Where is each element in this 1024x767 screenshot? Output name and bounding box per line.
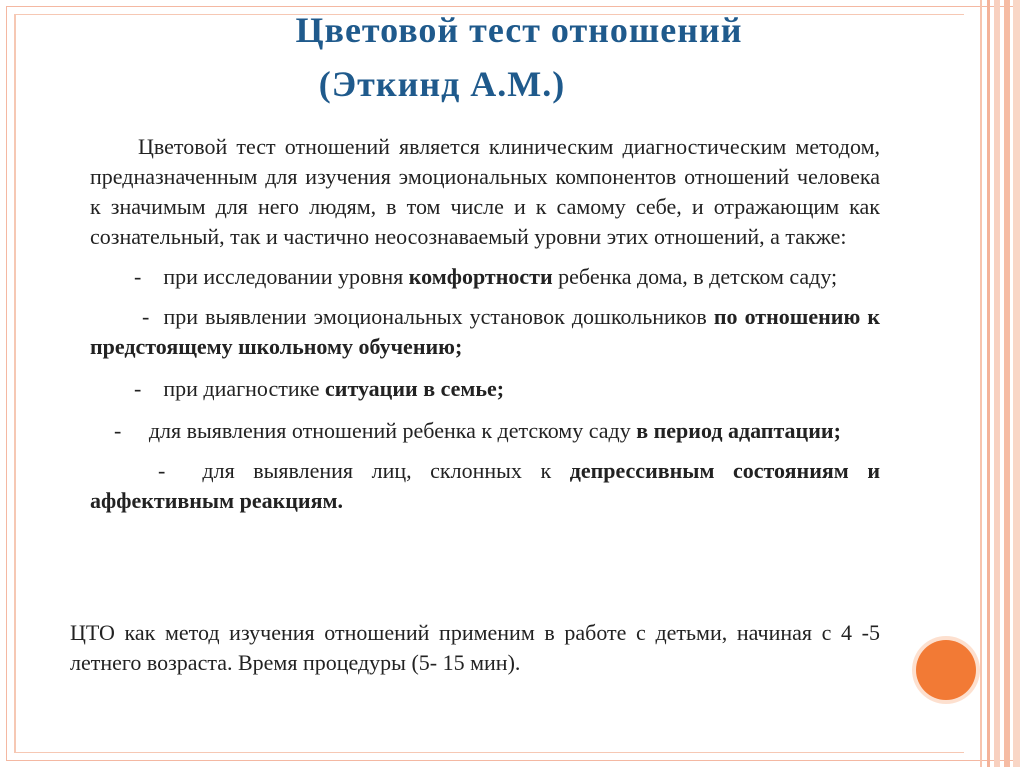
list-item <box>90 302 880 362</box>
list-item-text: при исследовании уровня <box>163 264 409 289</box>
list-item <box>90 374 880 404</box>
list-item-bold: ситуации в семье; <box>325 376 505 401</box>
list-item-text: для выявления отношений ребенка к детскому саду <box>148 418 637 443</box>
list-item-text: ребенка дома, в детском саду; <box>552 264 838 289</box>
slide-title <box>0 6 1024 108</box>
list-item-bold: депрессивным состояниям и аффективным реакциям. <box>90 458 880 513</box>
list-dash: - <box>158 458 166 483</box>
decor-stripe <box>1004 0 1010 767</box>
list-dash: - <box>142 304 150 329</box>
list-item-bold: в период адаптации; <box>636 418 841 443</box>
title-line-1: Цветовой тест отношений <box>295 10 743 50</box>
list-item-bold: комфортности <box>408 264 553 289</box>
frame-left-line <box>14 14 16 753</box>
title-line-2: (Эткинд А.М.) <box>318 64 566 104</box>
list-dash: - <box>114 418 122 443</box>
list-item <box>90 262 880 292</box>
list-item-bold: по отношению к предстоящему школьному обучению; <box>90 304 880 359</box>
decor-stripe <box>994 0 1000 767</box>
conclusion-paragraph: ЦТО как метод изучения отношений применим в работе с детьми, начиная с 4 -5 летнего возраста. Время процедуры (5- 15 мин). <box>70 620 880 675</box>
slide-body <box>90 132 880 516</box>
list-item-text: для выявления лиц, склонных к <box>202 458 570 483</box>
frame-bottom-line <box>14 752 964 753</box>
list-dash: - <box>134 264 142 289</box>
list-item <box>90 416 880 446</box>
decor-stripe <box>1013 0 1020 767</box>
decor-stripe <box>980 0 982 767</box>
decor-stripe <box>987 0 990 767</box>
orange-circle-decoration <box>916 640 976 700</box>
list-item <box>90 456 880 516</box>
list-item-text: при диагностике <box>163 376 326 401</box>
list-dash: - <box>134 376 142 401</box>
list-item-text: при выявлении эмоциональных установок дошкольников <box>163 304 714 329</box>
intro-paragraph: Цветовой тест отношений является клиническим диагностическим методом, предназначенным для изучения эмоциональных компонентов отношений человека к значимым для него людям, в том числе и к самому себе, и отражающим как сознательный, так и частично неосознаваемый уровни этих отношений, а также: <box>90 134 880 249</box>
